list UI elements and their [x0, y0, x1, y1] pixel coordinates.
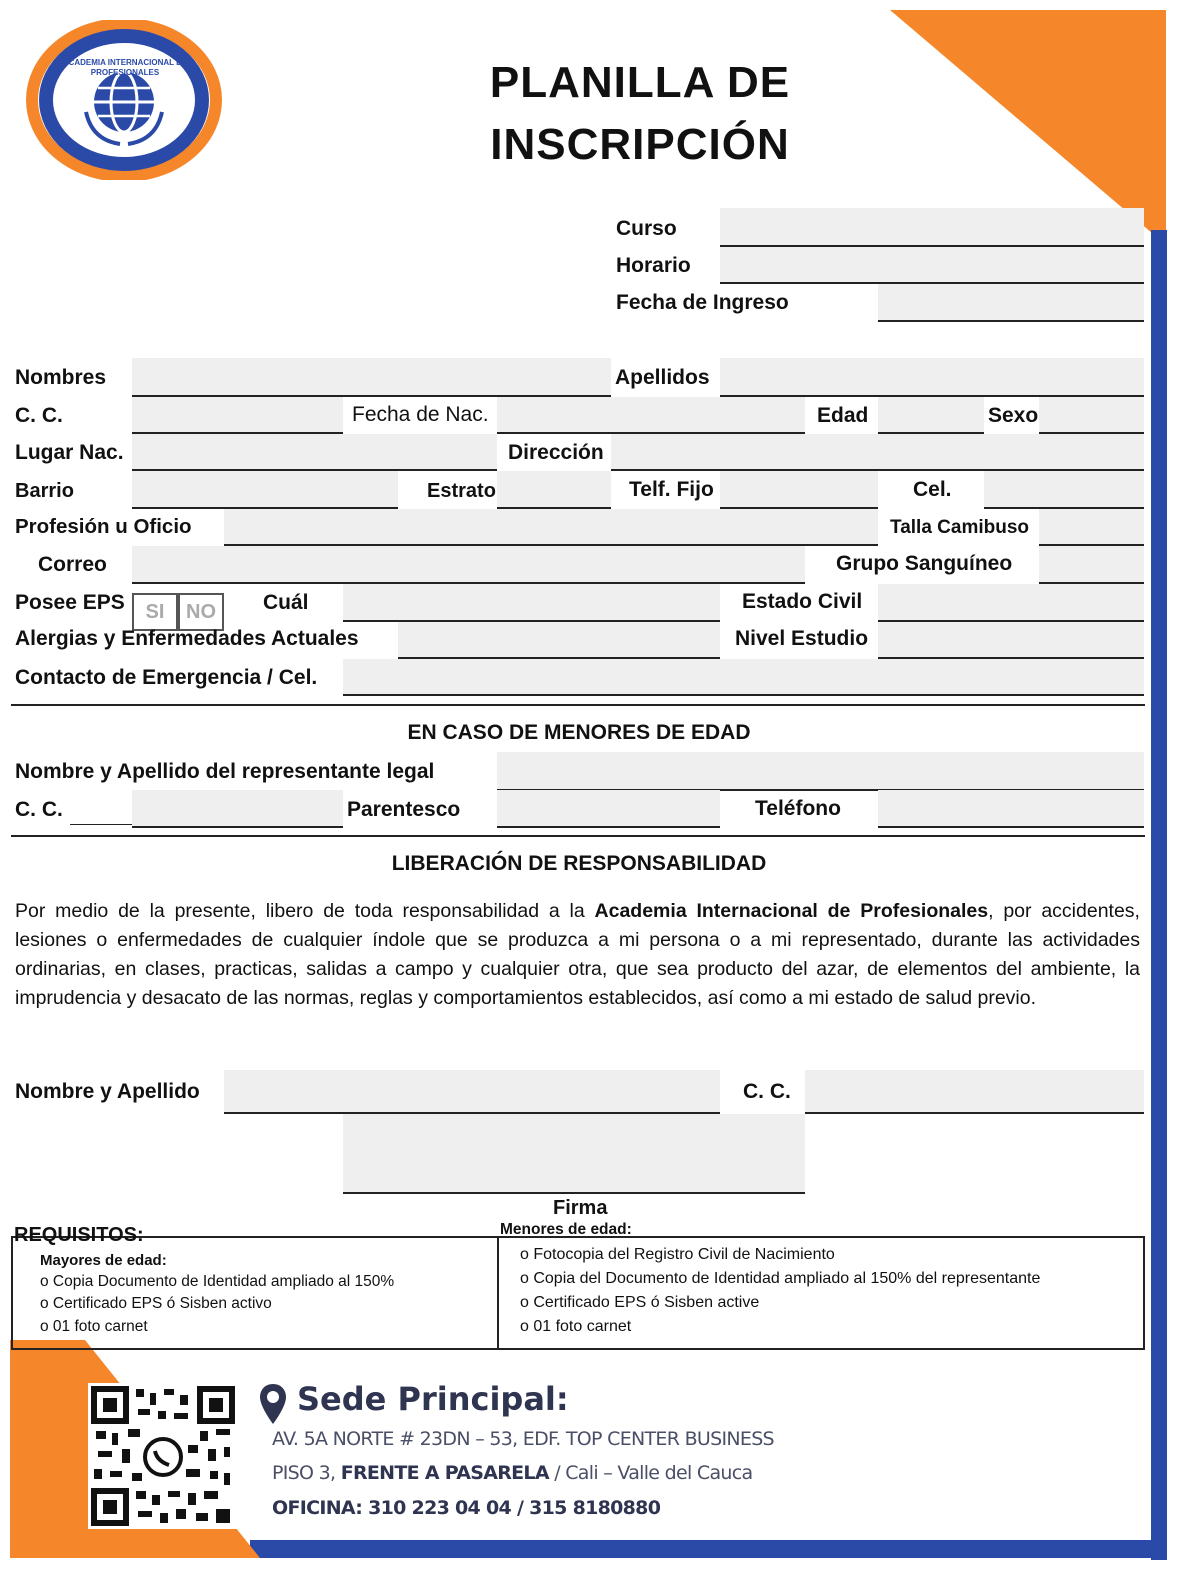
- address-pasarela: FRENTE A PASARELA: [340, 1462, 549, 1484]
- alergias-label: Alergias y Enfermedades Actuales: [15, 627, 359, 650]
- horario-label: Horario: [616, 254, 691, 277]
- correo-label: Correo: [38, 553, 107, 576]
- liberacion-text-bold: Academia Internacional de Profesionales: [594, 900, 989, 922]
- mayores-heading: Mayores de edad:: [40, 1252, 167, 1269]
- bottom-blue-border: [250, 1540, 1167, 1558]
- profesion-field[interactable]: [224, 509, 878, 546]
- grupo-sanguineo-label: Grupo Sanguíneo: [836, 552, 1013, 575]
- liberacion-text-start: Por medio de la presente, libero de toda responsabilidad a la: [15, 900, 595, 922]
- cel-label: Cel.: [913, 478, 952, 501]
- mayores-item-2: o Certificado EPS ó Sisben activo: [40, 1295, 272, 1312]
- fecha-ingreso-label: Fecha de Ingreso: [616, 291, 789, 314]
- lugar-nac-field[interactable]: [132, 434, 497, 471]
- eps-si-checkbox[interactable]: SI: [132, 593, 178, 631]
- title-line-1: PLANILLA DE: [489, 58, 791, 107]
- qr-code-icon[interactable]: [88, 1383, 238, 1529]
- lugar-nac-label: Lugar Nac.: [15, 441, 124, 464]
- estrato-field[interactable]: [497, 471, 611, 509]
- firma-label: Firma: [553, 1197, 608, 1219]
- sede-principal: Sede Principal:: [297, 1380, 569, 1418]
- cc-field[interactable]: [132, 397, 343, 434]
- cel-field[interactable]: [984, 471, 1144, 509]
- sexo-label: Sexo: [988, 404, 1039, 427]
- apellidos-label: Apellidos: [615, 366, 710, 389]
- address-piso: PISO 3,: [272, 1462, 341, 1484]
- contacto-emergencia-label: Contacto de Emergencia / Cel.: [15, 666, 318, 689]
- menores-req-heading: Menores de edad:: [500, 1221, 632, 1238]
- mayores-item-1: o Copia Documento de Identidad ampliado al 150%: [40, 1273, 395, 1290]
- cc-label: C. C.: [15, 404, 63, 427]
- firma-cc-label: C. C.: [743, 1080, 791, 1103]
- sexo-field[interactable]: [1039, 397, 1144, 434]
- cual-field[interactable]: [343, 584, 720, 622]
- telefono-label: Teléfono: [755, 797, 841, 820]
- estado-civil-label: Estado Civil: [742, 590, 863, 613]
- eps-no-checkbox[interactable]: NO: [178, 593, 224, 631]
- parentesco-field[interactable]: [497, 790, 720, 828]
- profesion-label: Profesión u Oficio: [15, 515, 192, 538]
- barrio-field[interactable]: [132, 471, 398, 509]
- requisitos-heading: REQUISITOS:: [14, 1224, 144, 1246]
- menores-cc-label: C. C.: [15, 798, 63, 821]
- logo: [24, 20, 224, 180]
- parentesco-label: Parentesco: [347, 798, 461, 821]
- nombres-field[interactable]: [132, 358, 611, 397]
- contacto-emergencia-field[interactable]: [343, 659, 1144, 696]
- nombres-label: Nombres: [15, 366, 107, 389]
- address-line-1: AV. 5A NORTE # 23DN – 53, EDF. TOP CENTER BUSINESS: [272, 1428, 774, 1450]
- title-line-2: INSCRIPCIÓN: [490, 120, 790, 169]
- page-title: [440, 52, 840, 176]
- liberacion-heading: LIBERACIÓN DE RESPONSABILIDAD: [391, 852, 767, 875]
- liberacion-text: [15, 897, 1140, 1013]
- direccion-label: Dirección: [508, 441, 604, 464]
- firma-cc-field[interactable]: [805, 1070, 1144, 1114]
- menores-heading: EN CASO DE MENORES DE EDAD: [407, 721, 751, 744]
- estado-civil-field[interactable]: [878, 584, 1144, 622]
- cual-label: Cuál: [263, 591, 309, 614]
- nivel-estudio-label: Nivel Estudio: [735, 627, 869, 650]
- location-pin-icon: [258, 1382, 288, 1426]
- telefono-field[interactable]: [878, 790, 1144, 828]
- correo-field[interactable]: [132, 546, 805, 584]
- menores-cc-field[interactable]: [132, 790, 343, 828]
- oficina-phones: OFICINA: 310 223 04 04 / 315 8180880: [272, 1497, 661, 1519]
- divider: [11, 835, 1145, 837]
- grupo-sanguineo-field[interactable]: [1039, 546, 1144, 584]
- nombre-apellido-field[interactable]: [224, 1070, 720, 1114]
- curso-field[interactable]: [720, 208, 1144, 247]
- talla-field[interactable]: [1039, 509, 1144, 546]
- divider: [11, 704, 1145, 706]
- fecha-nac-label: Fecha de Nac.: [352, 403, 489, 426]
- nivel-estudio-field[interactable]: [878, 622, 1144, 659]
- apellidos-field[interactable]: [720, 358, 1144, 397]
- direccion-field[interactable]: [611, 434, 1144, 471]
- telf-fijo-label: Telf. Fijo: [629, 478, 714, 501]
- nombre-apellido-label: Nombre y Apellido: [15, 1080, 200, 1103]
- right-blue-border: [1151, 230, 1167, 1560]
- alergias-field[interactable]: [398, 622, 720, 659]
- barrio-label: Barrio: [15, 480, 74, 502]
- menores-item-4: o 01 foto carnet: [520, 1318, 632, 1335]
- fecha-ingreso-field[interactable]: [878, 284, 1144, 322]
- telf-fijo-field[interactable]: [720, 471, 878, 509]
- curso-label: Curso: [616, 217, 677, 240]
- menores-item-3: o Certificado EPS ó Sisben active: [520, 1294, 760, 1311]
- talla-label: Talla Camibuso: [890, 517, 1030, 538]
- representante-field[interactable]: [497, 752, 1144, 791]
- menores-item-1: o Fotocopia del Registro Civil de Nacimiento: [520, 1246, 835, 1263]
- representante-label: Nombre y Apellido del representante legal: [15, 760, 435, 783]
- posee-eps-label: Posee EPS: [15, 591, 125, 614]
- firma-field[interactable]: [343, 1114, 805, 1194]
- edad-label: Edad: [817, 404, 869, 427]
- liberacion-text-end: , por accidentes, lesiones o enfermedades de cualquier índole que se produzca a mi persona o a mi representado, durante las actividades ordinarias, en clases, practicas, salidas a campo y cualquier otra, que sea producto del azar, de elementos del ambiente, la imprudencia y desacato de las normas, reglas y comportamientos establecidos, así como a mi estado de salud previo.: [15, 900, 1140, 1009]
- fecha-nac-field[interactable]: [497, 397, 805, 434]
- edad-field[interactable]: [878, 397, 984, 434]
- mayores-item-3: o 01 foto carnet: [40, 1318, 148, 1335]
- address-line-2: [272, 1462, 752, 1484]
- logo-text: ACADEMIA INTERNACIONAL DE PROFESIONALES: [62, 58, 188, 77]
- horario-field[interactable]: [720, 247, 1144, 284]
- address-city: / Cali – Valle del Cauca: [548, 1462, 753, 1484]
- requisitos-divider: [497, 1236, 499, 1350]
- menores-item-2: o Copia del Documento de Identidad ampliado al 150% del representante: [520, 1270, 1041, 1287]
- estrato-label: Estrato: [427, 480, 496, 502]
